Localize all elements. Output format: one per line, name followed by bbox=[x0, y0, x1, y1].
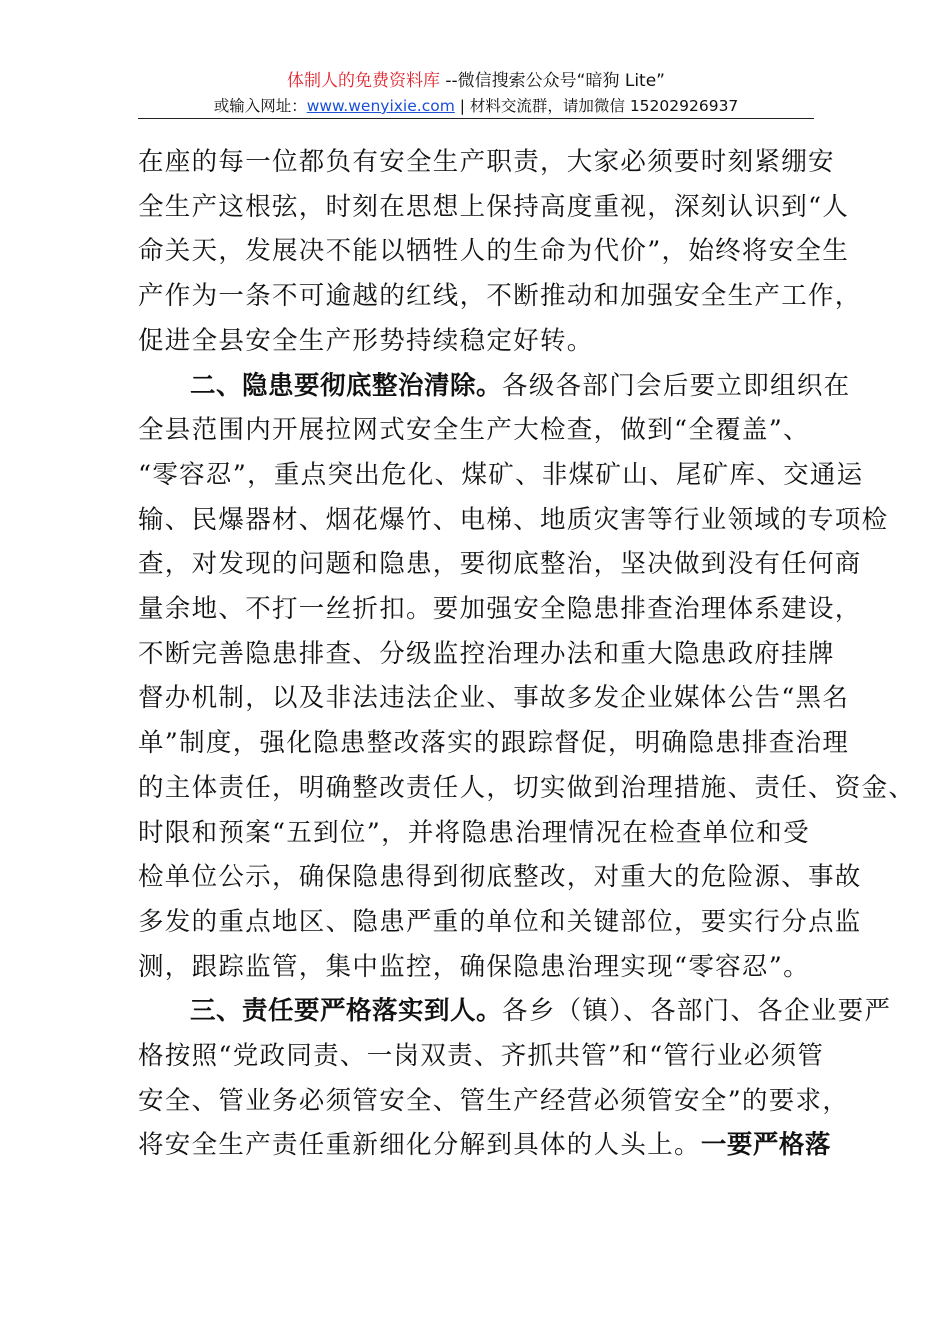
text-line bbox=[138, 1034, 825, 1079]
line-text: 不断完善隐患排查、分级监控治理办法和重大隐患政府挂牌 bbox=[138, 638, 835, 669]
header-line-2 bbox=[138, 95, 814, 117]
line-text: 时限和预案“五到位”，并将隐患治理情况在检查单位和受 bbox=[138, 817, 810, 848]
text-line bbox=[138, 229, 850, 274]
line-text: 查，对发现的问题和隐患，要彻底整治，坚决做到没有任何商 bbox=[138, 549, 862, 580]
line-text: 各乡（镇）、各部门、各企业要严 bbox=[502, 996, 892, 1027]
line-text: 在座的每一位都负有安全生产职责，大家必须要时刻紧绷安 bbox=[138, 147, 835, 177]
wechat-note: --微信搜索公众号“暗狗 Lite” bbox=[439, 71, 665, 91]
text-line bbox=[138, 498, 889, 543]
line-text: 督办机制，以及非法违法企业、事故多发企业媒体公告“黑名 bbox=[138, 683, 850, 714]
text-line bbox=[138, 766, 916, 811]
line-text: 多发的重点地区、隐患严重的单位和关键部位，要实行分点监 bbox=[138, 906, 862, 937]
line-text: 全生产这根弦，时刻在思想上保持高度重视，深刻认识到“人 bbox=[138, 191, 850, 222]
text-line bbox=[138, 721, 850, 766]
url-prefix: 或输入网址： bbox=[213, 97, 307, 115]
site-name: 体制人的免费资料库 bbox=[286, 71, 440, 91]
line-text: 全县范围内开展拉网式安全生产大检查，做到“全覆盖”、 bbox=[138, 415, 810, 446]
site-url-link[interactable]: www.wenyixie.com bbox=[306, 97, 455, 115]
text-line bbox=[138, 900, 862, 945]
line-text: 检单位公示，确保隐患得到彻底整改，对重大的危险源、事故 bbox=[138, 862, 862, 893]
line-text: 各级各部门会后要立即组织在 bbox=[502, 370, 851, 401]
text-line bbox=[138, 542, 862, 587]
text-line bbox=[138, 140, 835, 185]
line-text: 将安全生产责任重新细化分解到具体的人头上。 bbox=[138, 1130, 701, 1161]
text-line bbox=[138, 676, 850, 721]
text-line bbox=[138, 453, 864, 498]
text-line bbox=[138, 632, 835, 677]
line-text: 输、民爆器材、烟花爆竹、电梯、地质灾害等行业领域的专项检 bbox=[138, 504, 889, 535]
document-body bbox=[138, 140, 916, 1168]
text-line bbox=[138, 587, 862, 632]
section-heading: 二、隐患要彻底整治清除。 bbox=[190, 370, 503, 401]
text-line bbox=[138, 811, 818, 856]
text-line bbox=[138, 855, 862, 900]
text-line bbox=[138, 319, 818, 364]
section-heading: 三、责任要严格落实到人。 bbox=[190, 996, 503, 1027]
text-line bbox=[138, 1079, 850, 1124]
text-line bbox=[138, 1123, 831, 1168]
page-header bbox=[138, 70, 814, 117]
line-text: 测，跟踪监管，集中监控，确保隐患治理实现“零容忍”。 bbox=[138, 951, 810, 982]
contact-note: | 材料交流群，请加微信 15202926937 bbox=[454, 97, 739, 115]
text-line bbox=[138, 408, 818, 453]
line-text: 量余地、不打一丝折扣。要加强安全隐患排查治理体系建设， bbox=[138, 594, 862, 625]
header-line-1 bbox=[138, 70, 814, 92]
text-line bbox=[138, 989, 892, 1034]
bold-lead-in: 一要严格落 bbox=[700, 1130, 831, 1161]
text-line bbox=[138, 185, 850, 230]
line-text: “零容忍”，重点突出危化、煤矿、非煤矿山、尾矿库、交通运 bbox=[138, 459, 864, 490]
header-divider bbox=[138, 118, 814, 119]
line-text: 单”制度，强化隐患整改落实的跟踪督促，明确隐患排查治理 bbox=[138, 728, 850, 759]
text-line bbox=[138, 364, 851, 409]
line-text: 促进全县安全生产形势持续稳定好转。 bbox=[138, 325, 594, 356]
line-text: 格按照“党政同责、一岗双责、齐抓共管”和“管行业必须管 bbox=[138, 1041, 825, 1072]
line-text: 产作为一条不可逾越的红线，不断推动和加强安全生产工作， bbox=[138, 281, 862, 312]
text-line bbox=[138, 274, 862, 319]
line-text: 安全、管业务必须管安全、管生产经营必须管安全”的要求， bbox=[138, 1085, 850, 1116]
line-text: 的主体责任，明确整改责任人，切实做到治理措施、责任、资金、 bbox=[138, 772, 916, 803]
line-text: 命关天，发展决不能以牺牲人的生命为代价”，始终将安全生 bbox=[138, 236, 850, 267]
text-line bbox=[138, 945, 818, 990]
